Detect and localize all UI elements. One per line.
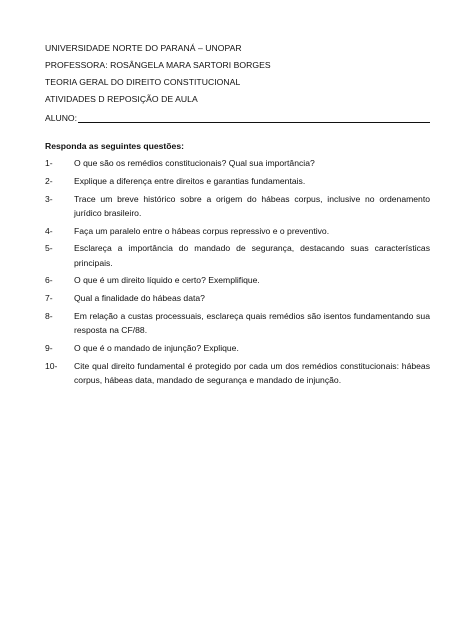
question-number: 3-: [45, 193, 53, 204]
course-title: TEORIA GERAL DO DIREITO CONSTITUCIONAL: [45, 77, 241, 87]
question-item: [45, 291, 430, 305]
question-item: [45, 241, 430, 269]
student-name-line[interactable]: [78, 113, 430, 123]
question-item: [45, 224, 430, 238]
question-item: [45, 174, 430, 188]
questions-list: [45, 156, 430, 391]
question-text: O que são os remédios constitucionais? Qual sua importância?: [74, 158, 315, 168]
question-number: 8-: [45, 310, 53, 321]
question-number: 9-: [45, 342, 53, 353]
question-item: [45, 273, 430, 287]
question-text: Explique a diferença entre direitos e garantias fundamentais.: [74, 175, 306, 186]
question-text: Esclareça a importância do mandado de segurança, destacando suas características principais.: [74, 243, 430, 268]
instructions-heading: Responda as seguintes questões:: [45, 141, 184, 151]
question-item: [45, 341, 430, 355]
question-text: Cite qual direito fundamental é protegido por cada um dos remédios constitucionais: hábeas corpus, hábeas data, mandado de segurança e mandado de injunção.: [74, 360, 430, 385]
question-text: Faça um paralelo entre o hábeas corpus repressivo e o preventivo.: [74, 225, 330, 236]
question-number: 4-: [45, 225, 53, 236]
question-number: 10-: [45, 360, 58, 371]
question-number: 5-: [45, 243, 53, 254]
question-text: Qual a finalidade do hábeas data?: [74, 293, 205, 304]
student-name-field[interactable]: [45, 111, 430, 123]
student-label: ALUNO:: [45, 113, 77, 123]
question-text: O que é o mandado de injunção? Explique.: [74, 342, 239, 353]
question-item: [45, 192, 430, 220]
question-number: 7-: [45, 293, 53, 304]
question-text: O que é um direito líquido e certo? Exemplifique.: [74, 275, 260, 286]
activity-title: ATIVIDADES D REPOSIÇÃO DE AULA: [45, 94, 198, 104]
question-text: Em relação a custas processuais, esclareça quais remédios são isentos fundamentando sua resposta na CF/88.: [74, 310, 430, 336]
question-text: Trace um breve histórico sobre a origem do hábeas corpus, inclusive no ordenamento jurídico brasileiro.: [74, 193, 430, 218]
university-name: UNIVERSIDADE NORTE DO PARANÁ – UNOPAR: [45, 43, 242, 53]
professor-name: PROFESSORA: ROSÂNGELA MARA SARTORI BORGES: [45, 60, 271, 70]
question-number: 6-: [45, 275, 53, 286]
question-item: [45, 156, 430, 170]
question-number: 2-: [45, 175, 53, 186]
question-item: [45, 359, 430, 387]
question-number: 1-: [45, 158, 53, 168]
question-item: [45, 309, 430, 337]
